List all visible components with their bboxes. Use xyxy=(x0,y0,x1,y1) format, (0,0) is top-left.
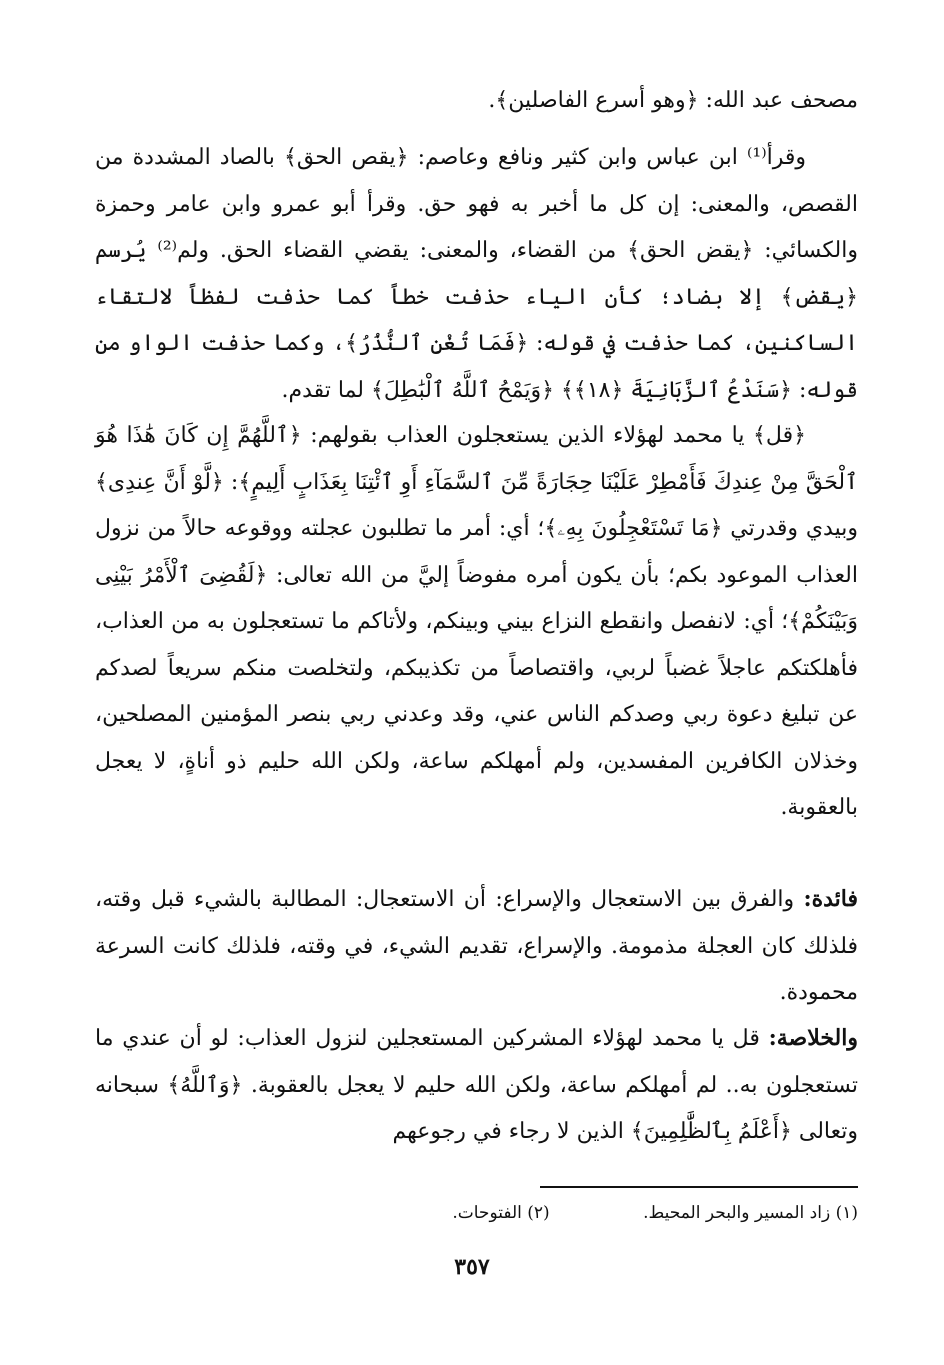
faida-paragraph xyxy=(95,876,858,1017)
intro-text: مصحف عبد الله: ﴿وهو أسرع الفاصلين﴾. xyxy=(488,88,858,113)
footnote-1: (١) زاد المسير والبحر المحيط. xyxy=(643,1203,858,1223)
khulasa-label: والخلاصة: xyxy=(768,1025,858,1051)
faida-text: والفرق بين الاستعجال والإسراع: أن الاستعجال: المطالبة بالشيء قبل وقته، فلذلك كان العجلة مذمومة. والإسراع، تقديم الشيء، في وقته، فلذلك كانت السرعة محمودة. xyxy=(95,887,858,1005)
khulasa-paragraph xyxy=(95,1015,858,1156)
intro-paragraph xyxy=(95,78,858,125)
qul-paragraph xyxy=(95,413,858,832)
footnote-2: (٢) الفتوحات. xyxy=(452,1203,550,1223)
qul-text: ﴿قل﴾ يا محمد لهؤلاء الذين يستعجلون العذاب بقولهم: ﴿ٱللَّهُمَّ إِن كَانَ هَٰذَا هُوَ ٱلْحَقَّ مِنْ عِندِكَ فَأَمْطِرْ عَلَيْنَا حِجَارَةً مِّنَ ٱلسَّمَآءِ أَوِ ٱئْتِنَا بِعَذَابٍ أَلِيمٍ﴾: ﴿لَّوْ أَنَّ عِندِى﴾ وبيدي وقدرتي ﴿مَا تَسْتَعْجِلُونَ بِهِۦ﴾؛ أي: أمر ما تطلبون عجلته ووقوعه حالاً من نزول العذاب الموعود بكم؛ بأن يكون أمره مفوضاً إليَّ من الله تعالى: ﴿لَقُضِىَ ٱلْأَمْرُ بَيْنِى وَبَيْنَكُمْ﴾؛ أي: لانفصل وانقطع النزاع بيني وبينكم، ولأتاكم ما تستعجلون به من العذاب، فأهلكتكم عاجلاً غضباً لربي، واقتصاصاً من تكذيبكم، ولتخلصت منكم سريعاً لصدكم عن تبليغ دعوة ربي وصدكم الناس عني، وقد وعدني ربي بنصر المؤمنين المصلحين، وخذلان الكافرين المفسدين، ولم أمهلكم ساعة، ولكن الله حليم ذو أناةٍ، لا يعجل بالعقوبة. xyxy=(95,423,858,820)
khulasa-text: قل يا محمد لهؤلاء المشركين المستعجلين لنزول العذاب: لو أن عندي ما تستعجلون به.. لم أمهلكم ساعة، ولكن الله حليم لا يعجل بالعقوبة. ﴿وَٱللَّهُ﴾ سبحانه وتعالى ﴿أَعْلَمُ بِٱلظَّٰلِمِينَ﴾ الذين لا رجاء في رجوعهم xyxy=(95,1026,858,1144)
footnote-divider xyxy=(540,1186,858,1188)
page-number: ٣٥٧ xyxy=(454,1254,490,1280)
footnotes xyxy=(300,1200,858,1226)
qiraat-text: وقرأ⁽¹⁾ ابن عباس وابن كثير ونافع وعاصم: ﴿يقص الحق﴾ بالصاد المشددة من القصص، والمعنى: إن كل ما أخبر به فهو حق. وقرأ أبو عمرو وابن عامر وحمزة والكسائي: ﴿يقض الحق﴾ من القضاء، والمعنى: يقضي القضاء الحق. ولم⁽²⁾ يُرسم ﴿يقض﴾ إلا بضاد؛ كأن الياء حذفت خطاً كما حذفت لفظاً لالتقاء الساكنين، كما حذفت في قوله: ﴿فَمَا تُغْنِ ٱلنُّذُرُ﴾، وكما حذفت الواو من قوله: ﴿سَنَدْعُ ٱلزَّبَانِيَةَ ﴿١٨﴾﴾ ﴿وَيَمْحُ ٱللَّهُ ٱلْبَٰطِلَ﴾ لما تقدم. xyxy=(95,145,858,403)
qiraat-paragraph xyxy=(95,135,858,414)
faida-label: فائدة: xyxy=(803,886,858,912)
